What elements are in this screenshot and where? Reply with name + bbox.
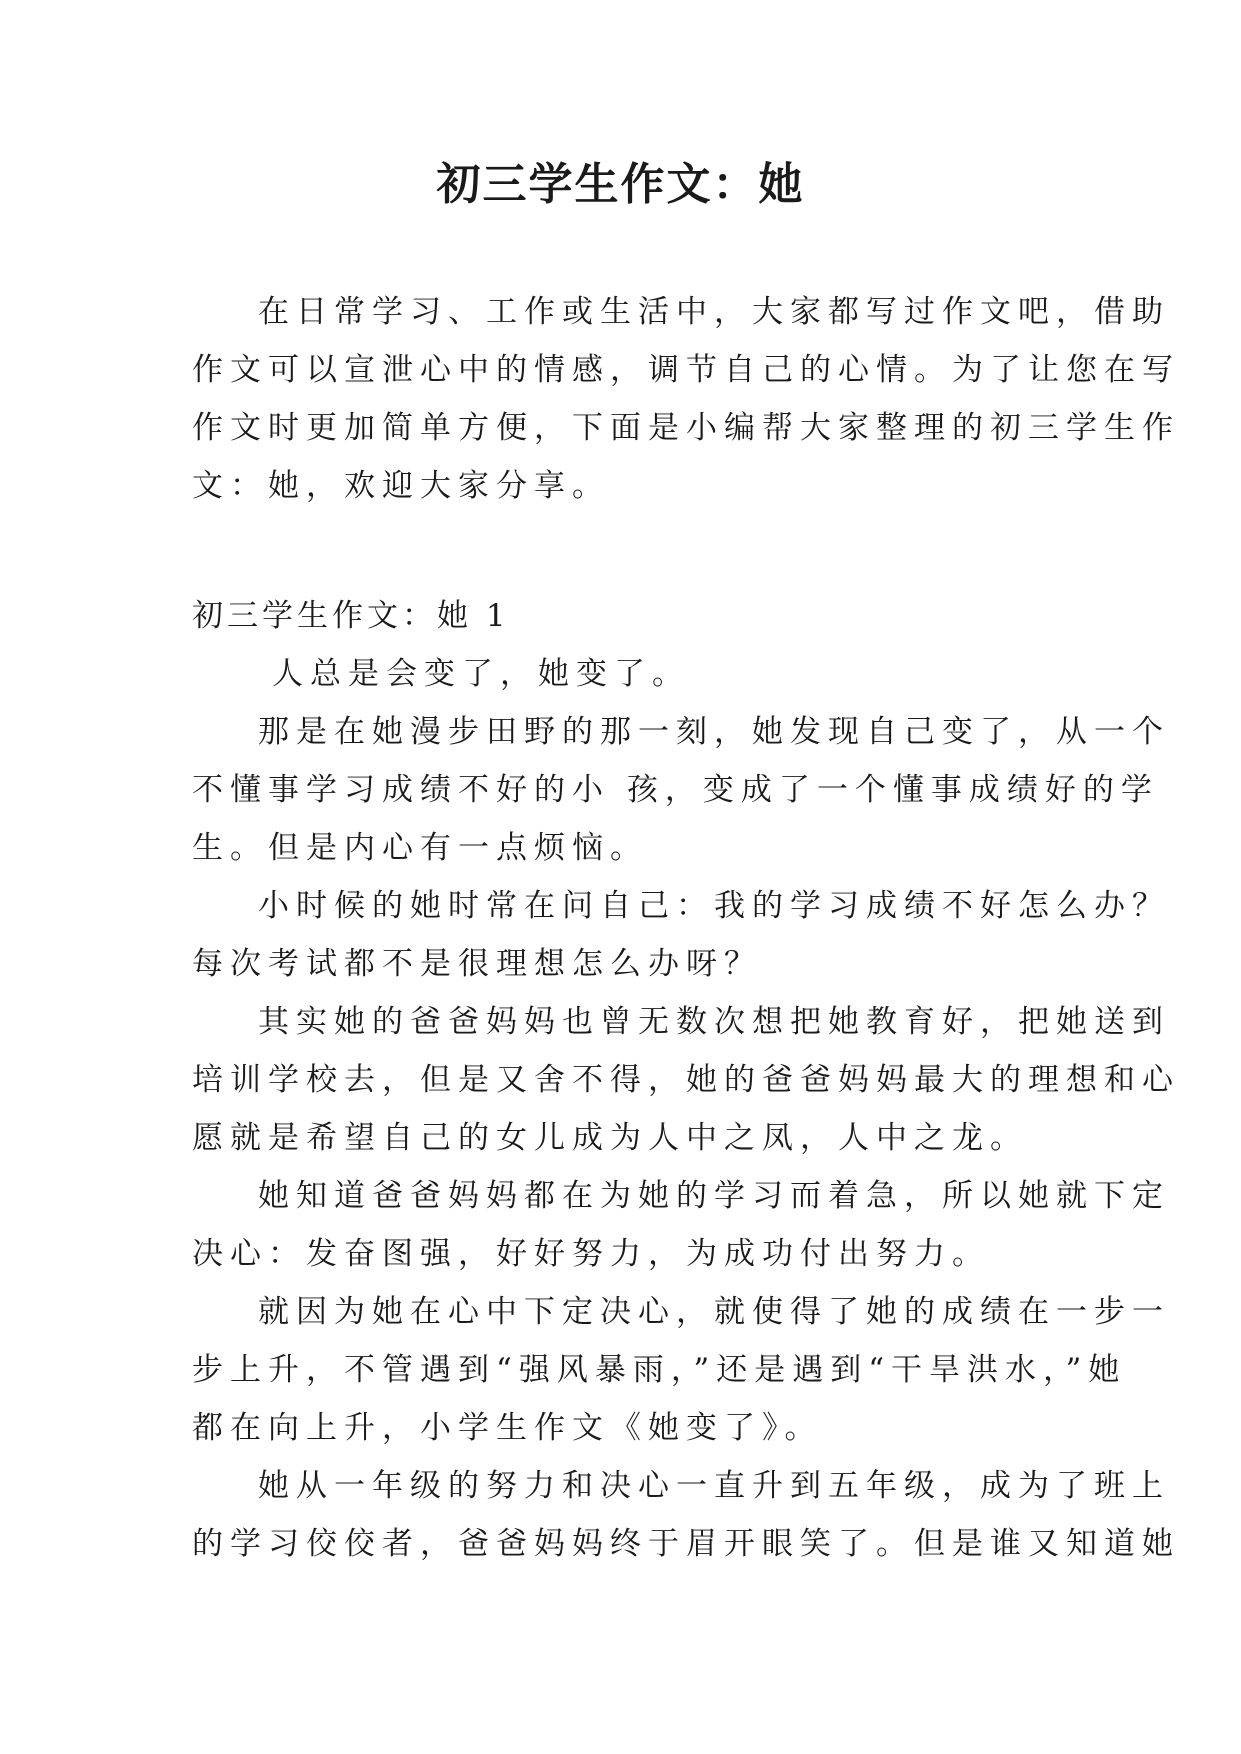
paragraph — [192, 645, 1072, 703]
text-line: 的学习佼佼者，爸爸妈妈终于眉开眼笑了。但是谁又知道她 — [192, 1526, 1180, 1562]
text-line: 她知道爸爸妈妈都在为她的学习而着急，所以她就下定 — [258, 1178, 1170, 1214]
text-line: 不懂事学习成绩不好的小 孩，变成了一个懂事成绩好的学 — [192, 772, 1159, 808]
text-line: 每次考试都不是很理想怎么办呀？ — [192, 946, 762, 982]
document-title: 初三学生作文：她 — [436, 159, 805, 210]
text-line: 文：她，欢迎大家分享。 — [192, 468, 610, 504]
text-line: 都在向上升，小学生作文《她变了》。 — [192, 1410, 823, 1446]
spacer — [192, 515, 1072, 587]
paragraph — [192, 703, 1170, 877]
paragraph — [192, 1283, 1170, 1457]
paragraph — [192, 993, 1180, 1167]
text-line: 其实她的爸爸妈妈也曾无数次想把她教育好，把她送到 — [258, 1004, 1170, 1040]
text-line: 她从一年级的努力和决心一直升到五年级，成为了班上 — [258, 1468, 1170, 1504]
text-line: 作文时更加简单方便，下面是小编帮大家整理的初三学生作 — [192, 410, 1180, 446]
section-heading: 初三学生作文：她 1 — [192, 598, 510, 634]
intro-paragraph — [192, 283, 1180, 515]
paragraph — [192, 1457, 1180, 1573]
text-line: 人总是会变了，她变了。 — [272, 656, 690, 692]
text-line: 步上升，不管遇到“强风暴雨，”还是遇到“干旱洪水，”她 — [192, 1352, 1127, 1388]
text-line: 生。但是内心有一点烦恼。 — [192, 830, 648, 866]
document-body — [192, 283, 1180, 1573]
text-line: 那是在她漫步田野的那一刻，她发现自己变了，从一个 — [258, 714, 1170, 750]
text-line: 决心：发奋图强，好好努力，为成功付出努力。 — [192, 1236, 990, 1272]
paragraph — [192, 1167, 1170, 1283]
text-line: 小时候的她时常在问自己：我的学习成绩不好怎么办？ — [258, 888, 1170, 924]
paragraph — [192, 877, 1170, 993]
text-line: 愿就是希望自己的女儿成为人中之凤，人中之龙。 — [192, 1120, 1028, 1156]
text-line: 就因为她在心中下定决心，就使得了她的成绩在一步一 — [258, 1294, 1170, 1330]
text-line: 在日常学习、工作或生活中，大家都写过作文吧，借助 — [258, 294, 1170, 330]
text-line: 作文可以宣泄心中的情感，调节自己的心情。为了让您在写 — [192, 352, 1180, 388]
text-line: 培训学校去，但是又舍不得，她的爸爸妈妈最大的理想和心 — [192, 1062, 1180, 1098]
